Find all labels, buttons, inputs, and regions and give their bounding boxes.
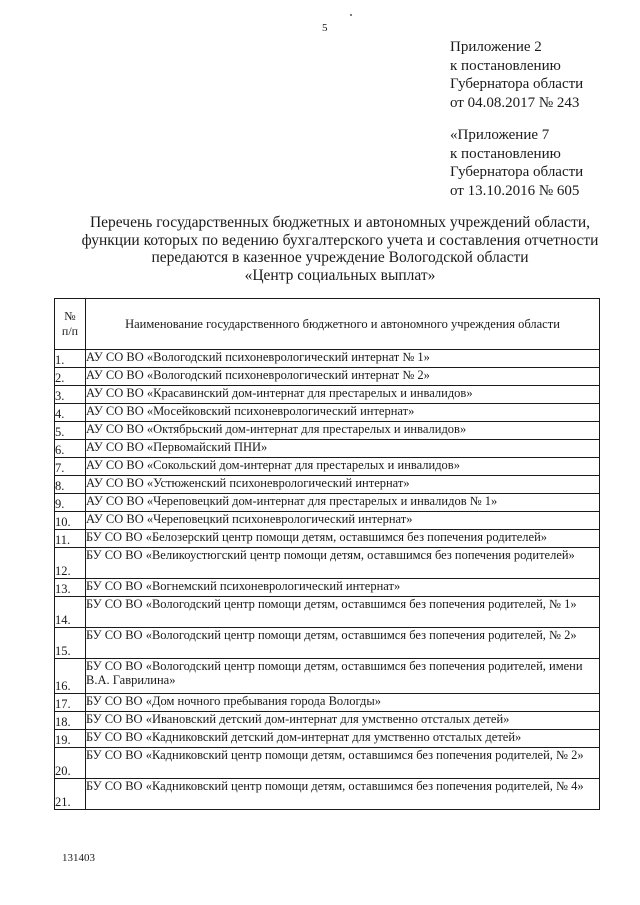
row-number: 5. (55, 422, 86, 440)
table-row (55, 404, 600, 422)
table-row (55, 628, 600, 659)
table-row (55, 530, 600, 548)
row-number: 21. (55, 779, 86, 810)
title-line: передаются в казенное учреждение Вологодской области (151, 249, 529, 266)
institution-name: АУ СО ВО «Октябрьский дом-интернат для престарелых и инвалидов» (86, 422, 600, 440)
row-number: 1. (55, 350, 86, 368)
row-number: 10. (55, 512, 86, 530)
institution-name: БУ СО ВО «Ивановский детский дом-интернат для умственно отсталых детей» (86, 712, 600, 730)
table-row (55, 512, 600, 530)
table-row (55, 779, 600, 810)
row-number: 6. (55, 440, 86, 458)
appendix-2-line: к постановлению (450, 57, 561, 74)
table-row (55, 368, 600, 386)
table-row (55, 350, 600, 368)
appendix-7-line: Губернатора области (450, 164, 584, 180)
number-header-line: № (64, 309, 76, 323)
row-number: 15. (55, 628, 86, 659)
number-column-header (55, 299, 86, 350)
institution-name: БУ СО ВО «Кадниковский детский дом-интернат для умственно отсталых детей» (86, 730, 600, 748)
row-number: 13. (55, 579, 86, 597)
title-line: «Центр социальных выплат» (244, 266, 436, 284)
appendix-2-block (450, 38, 630, 112)
institution-name: АУ СО ВО «Красавинский дом-интернат для престарелых и инвалидов» (86, 386, 600, 404)
institution-name: АУ СО ВО «Вологодский психоневрологический интернат № 1» (86, 350, 600, 368)
institution-name: БУ СО ВО «Дом ночного пребывания города Вологды» (86, 694, 600, 712)
appendix-7-line: от 13.10.2016 № 605 (450, 182, 580, 199)
table-row (55, 579, 600, 597)
row-number: 14. (55, 597, 86, 628)
table-row (55, 659, 600, 694)
institution-name: АУ СО ВО «Вологодский психоневрологический интернат № 2» (86, 368, 600, 386)
table-row (55, 597, 600, 628)
appendix-7-line: к постановлению (450, 145, 561, 162)
institution-name: АУ СО ВО «Сокольский дом-интернат для престарелых и инвалидов» (86, 458, 600, 476)
table-row (55, 422, 600, 440)
institution-name: БУ СО ВО «Вологодский центр помощи детям, оставшимся без попечения родителей, имени В.А. Гаврилина» (86, 659, 600, 694)
row-number: 4. (55, 404, 86, 422)
number-header-line: п/п (61, 324, 79, 338)
page-number: 5 (322, 22, 328, 34)
row-number: 3. (55, 386, 86, 404)
row-number: 12. (55, 548, 86, 579)
appendix-2-line: Приложение 2 (450, 39, 542, 55)
appendix-7-line: «Приложение 7 (450, 127, 550, 143)
institution-name: АУ СО ВО «Череповецкий психоневрологический интернат» (86, 512, 600, 530)
institution-name: БУ СО ВО «Кадниковский центр помощи детям, оставшимся без попечения родителей, № 4» (86, 779, 600, 810)
table-row (55, 386, 600, 404)
table-row (55, 476, 600, 494)
institution-name: АУ СО ВО «Устюженский психоневрологический интернат» (86, 476, 600, 494)
table-row (55, 694, 600, 712)
appendix-2-line: от 04.08.2017 № 243 (450, 94, 580, 111)
row-number: 19. (55, 730, 86, 748)
document-code: 131403 (62, 852, 95, 864)
institutions-table (54, 298, 600, 810)
table-row (55, 748, 600, 779)
table-row (55, 548, 600, 579)
row-number: 11. (55, 530, 86, 548)
row-number: 18. (55, 712, 86, 730)
institution-name: БУ СО ВО «Кадниковский центр помощи детям, оставшимся без попечения родителей, № 2» (86, 748, 600, 779)
row-number: 20. (55, 748, 86, 779)
table-row (55, 458, 600, 476)
institution-name: БУ СО ВО «Вологодский центр помощи детям, оставшимся без попечения родителей, № 1» (86, 597, 600, 628)
institution-name: АУ СО ВО «Мосейковский психоневрологический интернат» (86, 404, 600, 422)
title-line: Перечень государственных бюджетных и автономных учреждений области, (89, 214, 591, 231)
row-number: 8. (55, 476, 86, 494)
name-column-header: Наименование государственного бюджетного и автономного учреждения области (86, 299, 600, 350)
appendix-7-block (450, 126, 630, 200)
institution-name: АУ СО ВО «Первомайский ПНИ» (86, 440, 600, 458)
document-title (40, 214, 640, 284)
institution-name: БУ СО ВО «Белозерский центр помощи детям, оставшимся без попечения родителей» (86, 530, 600, 548)
table-row (55, 712, 600, 730)
row-number: 9. (55, 494, 86, 512)
institution-name: АУ СО ВО «Череповецкий дом-интернат для престарелых и инвалидов № 1» (86, 494, 600, 512)
appendix-2-line: Губернатора области (450, 76, 584, 92)
row-number: 2. (55, 368, 86, 386)
row-number: 17. (55, 694, 86, 712)
institution-name: БУ СО ВО «Великоустюгский центр помощи детям, оставшимся без попечения родителей» (86, 548, 600, 579)
table-row (55, 494, 600, 512)
row-number: 7. (55, 458, 86, 476)
table-row (55, 730, 600, 748)
title-line: функции которых по ведению бухгалтерского учета и составления отчетности (81, 231, 599, 249)
table-header-row (55, 299, 600, 350)
row-number: 16. (55, 659, 86, 694)
institution-name: БУ СО ВО «Вогнемский психоневрологический интернат» (86, 579, 600, 597)
scan-dot-mark (350, 14, 352, 16)
institution-name: БУ СО ВО «Вологодский центр помощи детям, оставшимся без попечения родителей, № 2» (86, 628, 600, 659)
table-row (55, 440, 600, 458)
